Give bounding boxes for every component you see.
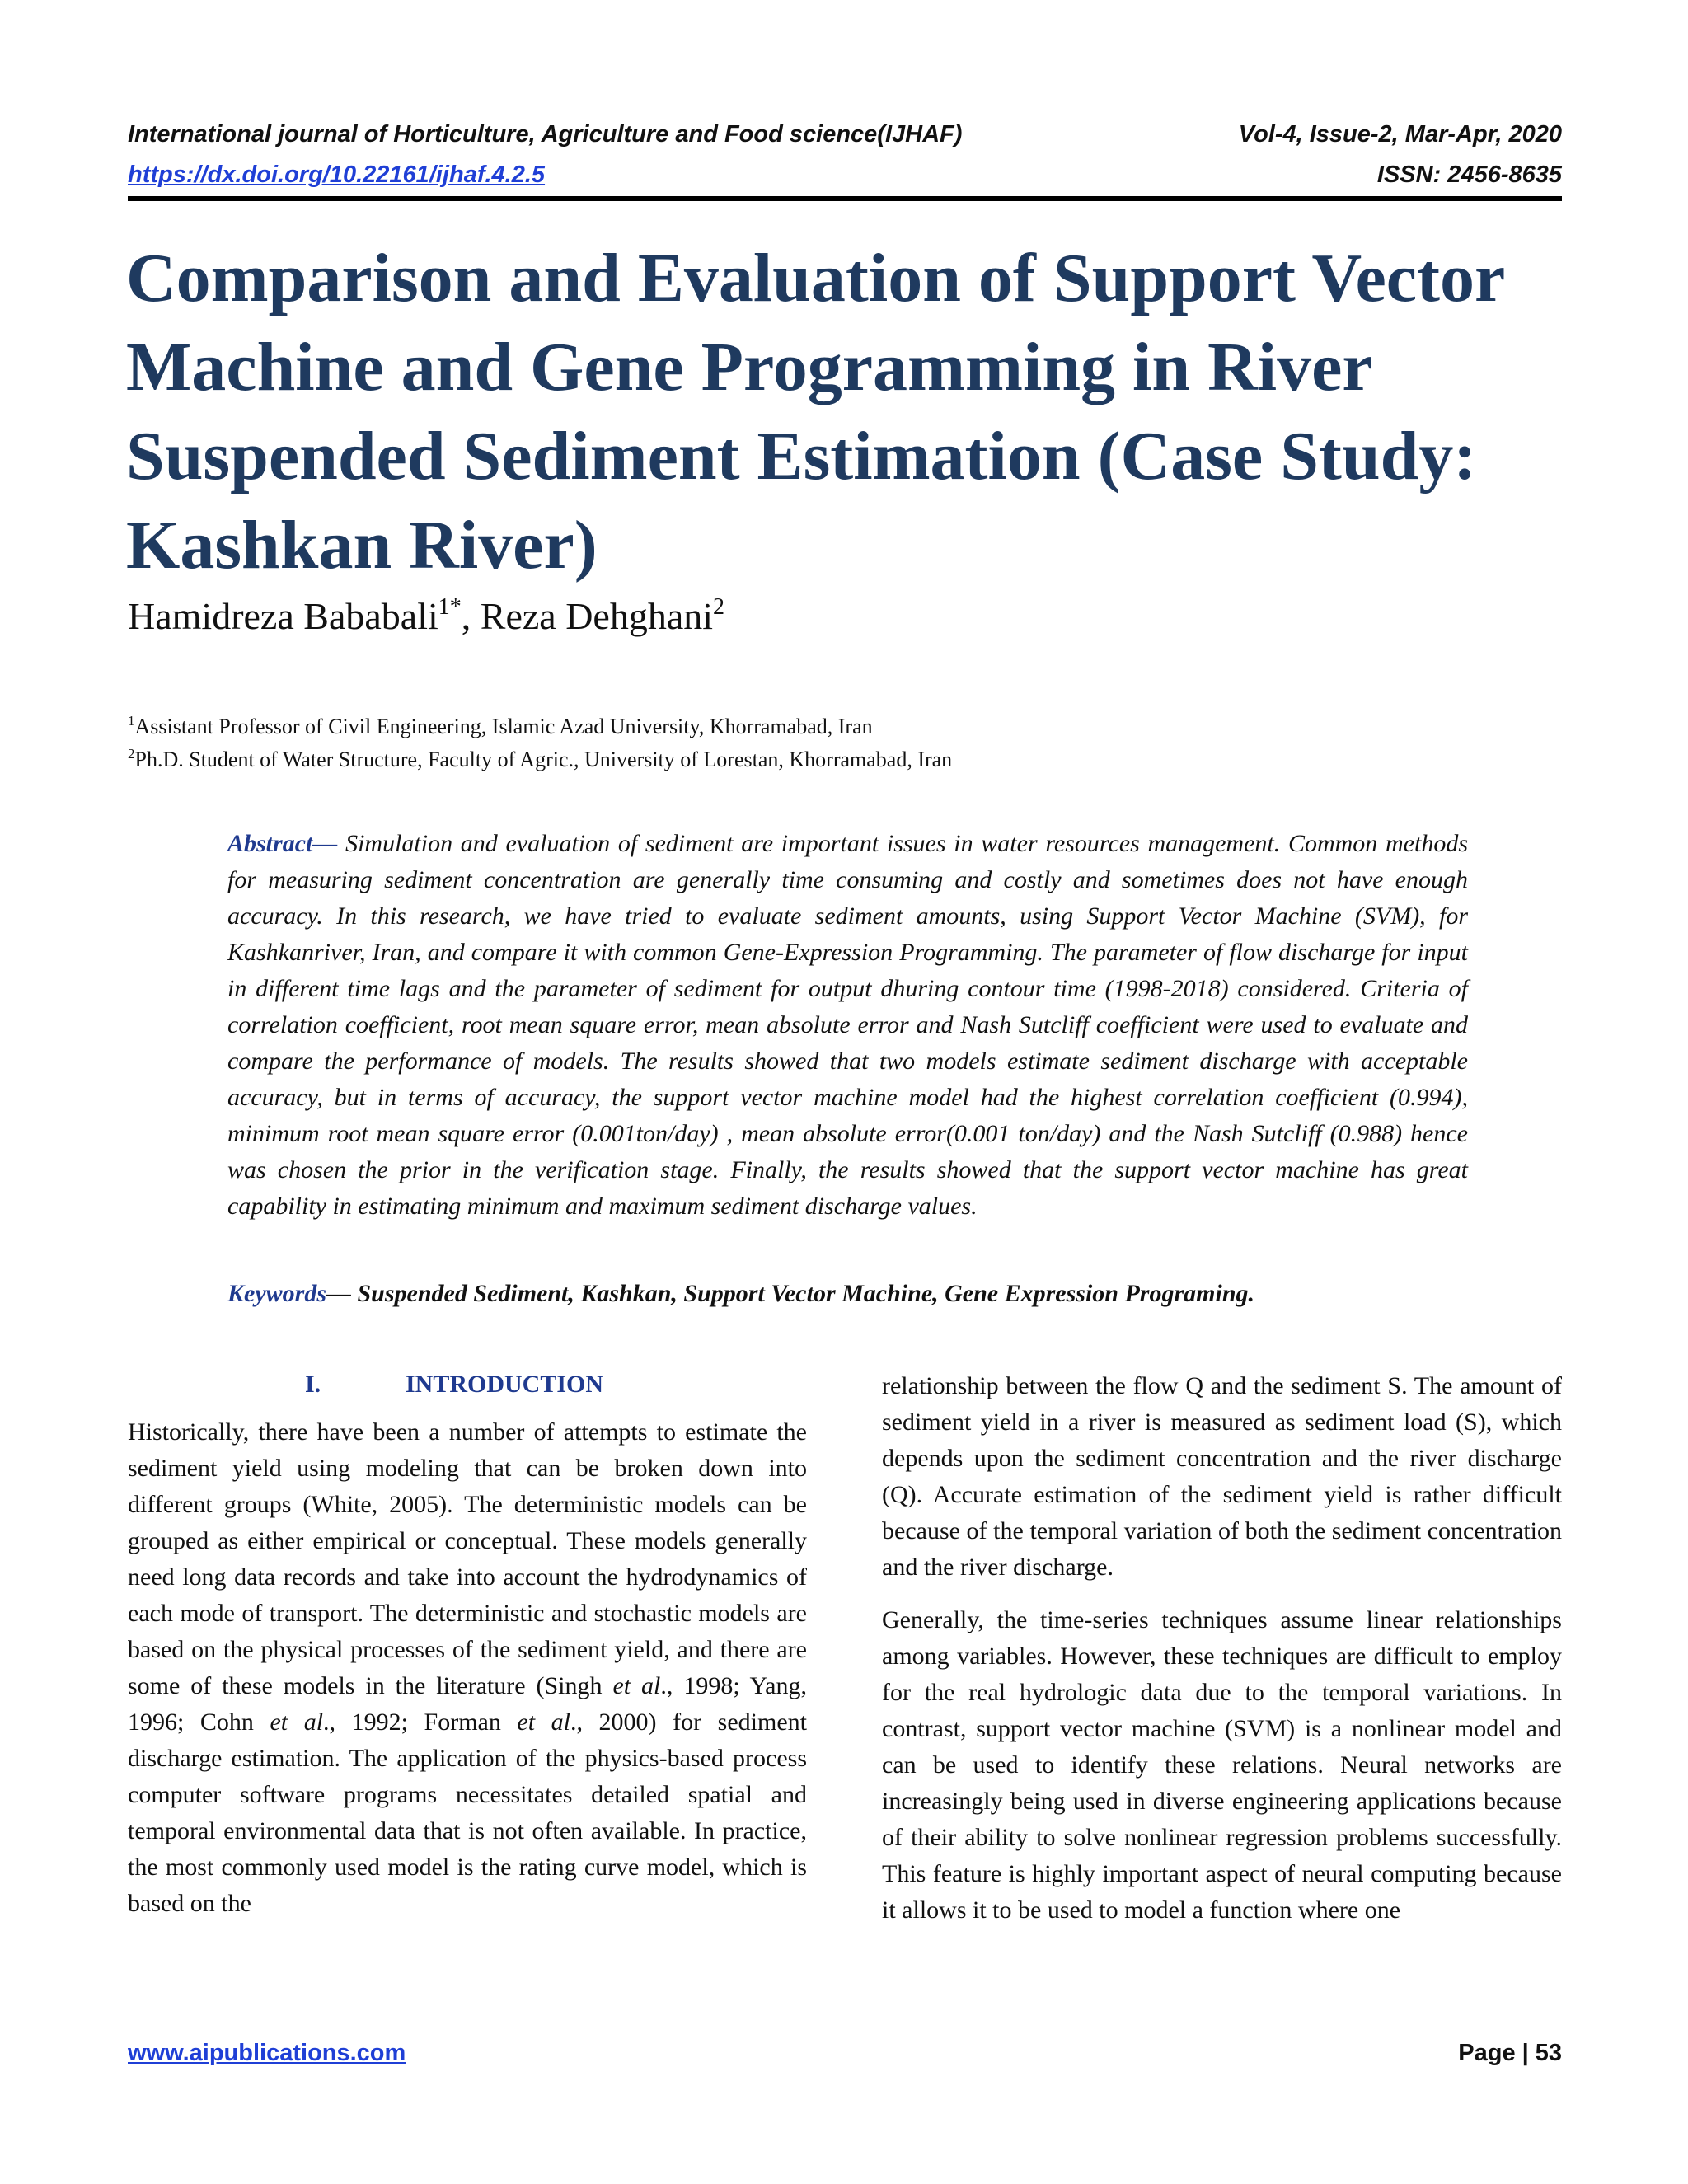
publisher-website-link[interactable]: www.aipublications.com xyxy=(128,2040,406,2066)
page-number-block xyxy=(1458,2039,1562,2067)
affiliation-number: 1 xyxy=(128,713,135,729)
keywords xyxy=(227,1276,1468,1312)
author-name: Reza Dehghani xyxy=(480,595,714,637)
abstract xyxy=(227,826,1468,1225)
doi-link[interactable]: https://dx.doi.org/10.22161/ijhaf.4.2.5 xyxy=(128,162,546,188)
affiliation-text: Ph.D. Student of Water Structure, Faculty of Agric., University of Lorestan, Khorramabad, Iran xyxy=(134,748,953,771)
body-text: Historically, there have been a number of attempts to estimate the sediment yield using modeling that can be broken down into different groups (White, 2005). The deterministic models can be grouped as either empirical or conceptual. These models generally need long data records and take into account the hydrodynamics of each mode of transport. The deterministic and stochastic models are based on the physical processes of the sediment yield, and there are some of these models in the literature (Singh xyxy=(128,1418,807,1699)
journal-name: International journal of Horticulture, Agriculture and Food science(IJHAF) xyxy=(128,121,963,148)
body-paragraph xyxy=(128,1414,807,1922)
header-rule xyxy=(128,196,1562,201)
author-name: Hamidreza Bababali xyxy=(128,595,438,637)
body-paragraph: relationship between the flow Q and the sediment S. The amount of sediment yield in a river is measured as sediment load (S), which depends upon the sediment concentration and the river discharge (Q). Accurate estimation of the sediment yield is rather difficult because of the temporal variation of both the sediment concentration and the river discharge. xyxy=(882,1372,1562,1581)
affiliation-number: 2 xyxy=(128,746,135,762)
issn: ISSN: 2456-8635 xyxy=(1376,162,1562,188)
author-list xyxy=(128,593,724,640)
page-label: Page xyxy=(1458,2040,1516,2066)
author-affiliation-mark: 1* xyxy=(438,594,462,620)
affiliation xyxy=(128,714,873,740)
author-affiliation-mark: 2 xyxy=(713,594,725,620)
affiliation-text: Assistant Professor of Civil Engineering, Islamic Azad University, Khorramabad, Iran xyxy=(134,715,873,738)
section-number: I. xyxy=(305,1371,321,1398)
section-heading xyxy=(305,1368,603,1401)
body-text: ., 1992; Forman xyxy=(323,1708,518,1736)
section-title: INTRODUCTION xyxy=(406,1371,604,1398)
page-number: 53 xyxy=(1535,2040,1562,2066)
citation-etal: et al xyxy=(612,1672,661,1699)
keywords-text: — Suspended Sediment, Kashkan, Support Vector Machine, Gene Expression Programing. xyxy=(326,1280,1255,1307)
page-separator: | xyxy=(1522,2040,1529,2066)
author-separator: , xyxy=(461,595,481,637)
affiliation xyxy=(128,747,952,773)
volume-issue: Vol-4, Issue-2, Mar-Apr, 2020 xyxy=(1238,121,1562,148)
citation-etal: et al xyxy=(517,1708,570,1736)
keywords-label: Keywords xyxy=(227,1280,326,1307)
abstract-label: Abstract— xyxy=(227,830,338,857)
body-text: ., 2000) for sediment discharge estimation. The application of the physics-based process computer software programs necessitates detailed spatial and temporal environmental data that is not often available. In practice, the most commonly used model is the rating curve model, which is based on the xyxy=(128,1708,807,1917)
citation-etal: et al xyxy=(270,1708,324,1736)
body-text: ., 1998; Yang, 1996; Cohn xyxy=(128,1672,807,1736)
paper-title: Comparison and Evaluation of Support Vector Machine and Gene Programming in River Suspended Sediment Estimation (Case Study: Kashkan River) xyxy=(126,240,1504,583)
body-paragraph: Generally, the time-series techniques assume linear relationships among variables. However, these techniques are difficult to employ for the real hydrologic data due to the temporal variations. In contrast, support vector machine (SVM) is a nonlinear model and can be used to identify these relations. Neural networks are increasingly being used in diverse engineering applications because of their ability to solve nonlinear regression problems successfully. This feature is highly important aspect of neural computing because it allows it to be used to model a function where one xyxy=(882,1606,1562,1924)
abstract-text: Simulation and evaluation of sediment are important issues in water resources management. Common methods for measuring sediment concentration are generally time consuming and costly and sometimes does not have enough accuracy. In this research, we have tried to evaluate sediment amounts, using Support Vector Machine (SVM), for Kashkanriver, Iran, and compare it with common Gene-Expression Programming. The parameter of flow discharge for input in different time lags and the parameter of sediment for output dhuring contour time (1998-2018) considered. Criteria of correlation coefficient, root mean square error, mean absolute error and Nash Sutcliff coefficient were used to evaluate and compare the performance of models. The results showed that two models estimate sediment discharge with acceptable accuracy, but in terms of accuracy, the support vector machine model had the highest correlation coefficient (0.994), minimum root mean square error (0.001ton/day) , mean absolute error(0.001 ton/day) and the Nash Sutcliff (0.988) hence was chosen the prior in the verification stage. Finally, the results showed that the support vector machine has great capability in estimating minimum and maximum sediment discharge values. xyxy=(227,830,1468,1220)
